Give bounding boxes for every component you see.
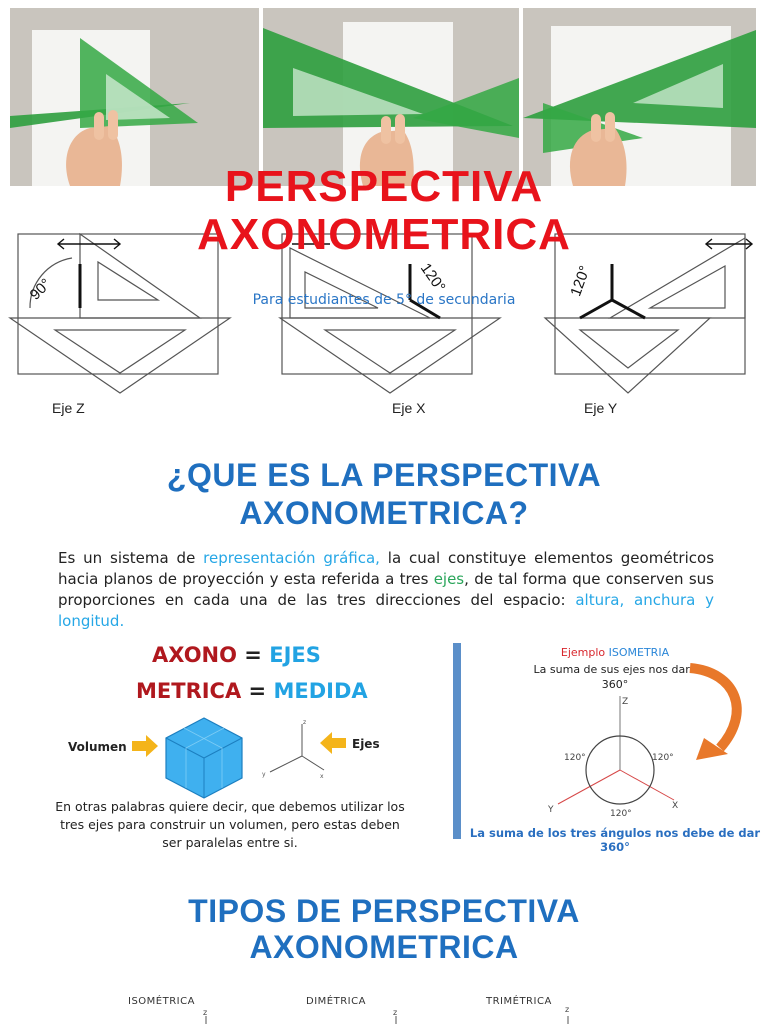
ejes-label: Ejes [352, 737, 380, 751]
section2-title-line1: TIPOS DE PERSPECTIVA [188, 893, 580, 929]
type-axis-z-3: z [565, 1006, 570, 1014]
eje-x-label: Eje X [392, 400, 426, 416]
isometric-axes-diagram [540, 690, 700, 820]
equation-meaning: MEDIDA [273, 679, 368, 703]
equation-metrica [136, 679, 368, 703]
equation-axono [152, 643, 321, 667]
angle-label-120-y: 120° [567, 263, 594, 299]
paragraph-highlight: altura, anchura y longitud. [58, 591, 715, 630]
photo-set-square-x [263, 8, 519, 186]
vertical-divider [453, 643, 461, 839]
hexagon-cube-icon [164, 716, 244, 800]
equation-operator: = [244, 643, 262, 667]
eje-z-label: Eje Z [52, 400, 85, 416]
photo-set-square-y [523, 8, 756, 186]
arrow-left-icon [320, 732, 346, 754]
mini-axes-diagram [258, 716, 328, 786]
example-caption: La suma de los tres ángulos nos debe de dar 360° [469, 826, 761, 854]
example-name: ISOMETRIA [608, 646, 670, 659]
main-title-line2: AXONOMETRICA [197, 210, 571, 259]
subtitle: Para estudiantes de 5° de secundaria [252, 292, 516, 308]
type-axis-z-1: z [203, 1008, 208, 1017]
section1-title-line2: AXONOMETRICA? [239, 495, 529, 531]
example-title [470, 646, 760, 659]
volumen-label: Volumen [68, 740, 127, 754]
equation-term: METRICA [136, 679, 242, 703]
iso-angle-bottom: 120° [610, 809, 632, 819]
arrow-right-icon [132, 735, 158, 757]
iso-angle-left: 120° [564, 753, 586, 763]
iso-axis-y: Y [548, 805, 554, 815]
mini-axis-y: y [262, 771, 266, 778]
paragraph-highlight: representación gráfica, [203, 549, 380, 567]
type-isometrica: ISOMÉTRICA [128, 996, 195, 1007]
paragraph-highlight: ejes [433, 570, 465, 588]
paragraph-text: Es un sistema de [58, 549, 204, 567]
mini-axis-z: z [303, 719, 307, 726]
explanation-note: En otras palabras quiere decir, que debemos utilizar los tres ejes para construir un volumen, pero estas deben ser paralelas entre si. [55, 799, 405, 850]
paragraph-text: , de tal forma que conserven sus proporciones en cada una de las tres direcciones del espacio: [58, 570, 715, 609]
type-axis-z-2: z [393, 1008, 398, 1017]
equation-meaning: EJES [269, 643, 321, 667]
type-trimetrica: TRIMÉTRICA [486, 996, 552, 1007]
mini-axis-x: x [320, 773, 324, 780]
iso-axis-x: X [672, 801, 679, 811]
type-axes-stubs [0, 1006, 768, 1024]
section2-title-line2: AXONOMETRICA [249, 929, 519, 965]
example-sum-text: La suma de sus ejes nos dará 360° [533, 663, 697, 691]
section1-title-line1: ¿QUE ES LA PERSPECTIVA [166, 457, 602, 493]
equation-operator: = [248, 679, 267, 703]
main-title-line1: PERSPECTIVA [224, 162, 544, 211]
photo-set-square-z [10, 8, 259, 186]
angle-label-90: 90° [26, 275, 55, 304]
definition-paragraph [58, 548, 714, 632]
iso-angle-right: 120° [652, 753, 674, 763]
angle-label-120-x: 120° [416, 260, 449, 296]
paragraph-text: la cual constituye elementos geométricos hacia planos de proyección y esta referida a tres [58, 549, 715, 588]
type-dimetrica: DIMÉTRICA [306, 996, 366, 1007]
example-prefix: Ejemplo [560, 646, 606, 659]
equation-term: AXONO [152, 643, 237, 667]
iso-axis-z: Z [622, 697, 629, 707]
eje-y-label: Eje Y [584, 400, 618, 416]
